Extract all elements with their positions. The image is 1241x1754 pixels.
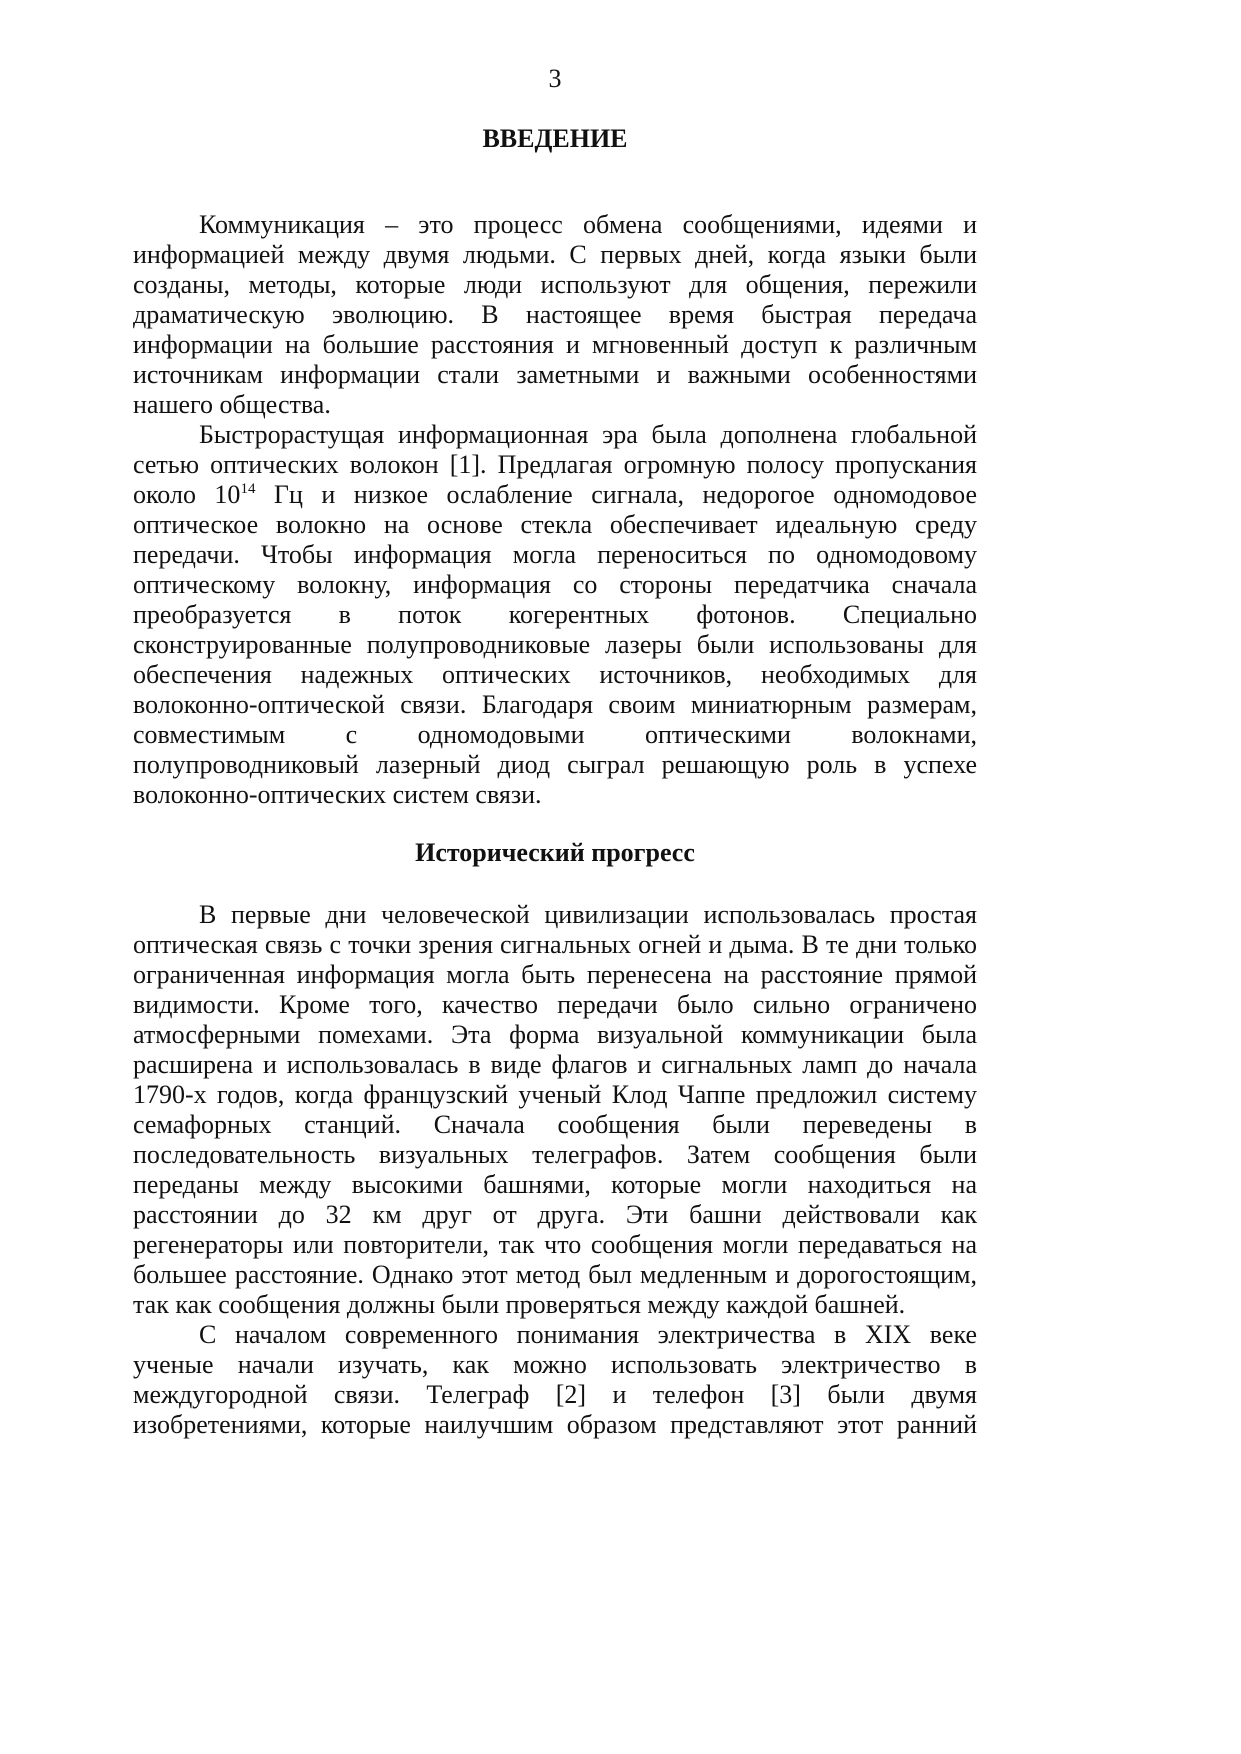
text-line: [133, 750, 977, 780]
text-line: [133, 720, 977, 750]
text-line: [133, 420, 977, 450]
text-line: [133, 690, 977, 720]
text-line: [133, 960, 977, 990]
line-text: информации на большие расстояния и мгновенный доступ к различным: [133, 330, 977, 359]
text-line: [133, 1050, 977, 1080]
line-text: около 10: [133, 480, 241, 509]
line-text: совместимым с одномодовыми оптическими волокнами,: [133, 720, 977, 749]
text-line: [133, 270, 977, 300]
line-text: междугородной связи. Телеграф [2] и телефон [3] были двумя: [133, 1380, 977, 1409]
text-line: [133, 990, 977, 1020]
line-text: видимости. Кроме того, качество передачи было сильно ограничено: [133, 990, 977, 1019]
line-text: расширена и использовалась в виде флагов и сигнальных ламп до начала: [133, 1050, 977, 1079]
text-line: [133, 300, 977, 330]
line-text: С началом современного понимания электричества в XIX веке: [199, 1320, 977, 1349]
text-line: [133, 570, 977, 600]
text-line: [133, 630, 977, 660]
text-line: [133, 1110, 977, 1140]
line-text: Быстрорастущая информационная эра была дополнена глобальной: [199, 420, 977, 449]
text-line: [133, 1320, 977, 1350]
line-text: сконструированные полупроводниковые лазеры были использованы для: [133, 630, 977, 659]
line-text: информацией между двумя людьми. С первых дней, когда языки были: [133, 240, 977, 269]
text-line: [133, 480, 977, 510]
line-text: оптическое волокно на основе стекла обеспечивает идеальную среду: [133, 510, 977, 539]
line-text: переданы между высокими башнями, которые могли находиться на: [133, 1170, 977, 1199]
text-line: [133, 1380, 977, 1410]
text-line: [133, 1170, 977, 1200]
line-text: В первые дни человеческой цивилизации использовалась простая: [199, 900, 977, 929]
section-heading-introduction: ВВЕДЕНИЕ: [482, 124, 628, 153]
line-text: изобретениями, которые наилучшим образом представляют этот ранний: [133, 1410, 977, 1439]
line-text: 1790-х годов, когда французский ученый Клод Чаппе предложил систему: [133, 1080, 977, 1109]
text-line: [133, 1200, 977, 1230]
text-line: [133, 390, 977, 420]
text-line: [133, 540, 977, 570]
line-text: Коммуникация – это процесс обмена сообщениями, идеями и: [199, 210, 977, 239]
paragraph-2: [133, 420, 977, 810]
paragraph-4: [133, 1320, 977, 1440]
text-line: [133, 1290, 977, 1320]
text-line: [133, 1080, 977, 1110]
line-text: источникам информации стали заметными и важными особенностями: [133, 360, 977, 389]
line-text: передачи. Чтобы информация могла переноситься по одномодовому: [133, 540, 977, 569]
line-text: ограниченная информация могла быть перенесена на расстояние прямой: [133, 960, 977, 989]
line-text: волоконно-оптических систем связи.: [133, 780, 542, 809]
line-text-continuation: Гц и низкое ослабление сигнала, недорогое одномодовое: [255, 480, 977, 509]
text-line: [133, 1140, 977, 1170]
text-line: [133, 930, 977, 960]
line-text: сетью оптических волокон [1]. Предлагая огромную полосу пропускания: [133, 450, 977, 479]
line-text: драматическую эволюцию. В настоящее время быстрая передача: [133, 300, 977, 329]
line-text: созданы, методы, которые люди используют для общения, пережили: [133, 270, 977, 299]
text-line: [133, 210, 977, 240]
line-text: обеспечения надежных оптических источников, необходимых для: [133, 660, 977, 689]
line-text: нашего общества.: [133, 390, 331, 419]
line-text: волоконно-оптической связи. Благодаря своим миниатюрным размерам,: [133, 690, 977, 719]
page-number: 3: [548, 64, 562, 93]
line-text: преобразуется в поток когерентных фотонов. Специально: [133, 600, 977, 629]
text-line: [133, 780, 977, 810]
line-text: полупроводниковый лазерный диод сыграл решающую роль в успехе: [133, 750, 977, 779]
text-line: [133, 1020, 977, 1050]
line-text: ученые начали изучать, как можно использовать электричество в: [133, 1350, 977, 1379]
text-line: [133, 1230, 977, 1260]
text-line: [133, 1410, 977, 1440]
line-text: оптическому волокну, информация со стороны передатчика сначала: [133, 570, 977, 599]
line-text: атмосферными помехами. Эта форма визуальной коммуникации была: [133, 1020, 977, 1049]
line-text: так как сообщения должны были проверяться между каждой башней.: [133, 1290, 906, 1319]
line-text: регенераторы или повторители, так что сообщения могли передаваться на: [133, 1230, 977, 1259]
text-line: [133, 330, 977, 360]
text-line: [133, 240, 977, 270]
text-line: [133, 1350, 977, 1380]
text-line: [133, 1260, 977, 1290]
superscript-exponent: 14: [240, 481, 256, 497]
text-line: [133, 660, 977, 690]
paragraph-1: [133, 210, 977, 420]
section-heading-historical-progress: Исторический прогресс: [415, 838, 695, 867]
line-text: большее расстояние. Однако этот метод был медленным и дорогостоящим,: [133, 1260, 977, 1289]
text-line: [133, 450, 977, 480]
line-text: расстоянии до 32 км друг от друга. Эти башни действовали как: [133, 1200, 977, 1229]
line-text: семафорных станций. Сначала сообщения были переведены в: [133, 1110, 977, 1139]
text-line: [133, 900, 977, 930]
line-text: оптическая связь с точки зрения сигнальных огней и дыма. В те дни только: [133, 930, 977, 959]
text-line: [133, 600, 977, 630]
text-line: [133, 510, 977, 540]
paragraph-3: [133, 900, 977, 1320]
line-text: последовательность визуальных телеграфов. Затем сообщения были: [133, 1140, 977, 1169]
text-line: [133, 360, 977, 390]
